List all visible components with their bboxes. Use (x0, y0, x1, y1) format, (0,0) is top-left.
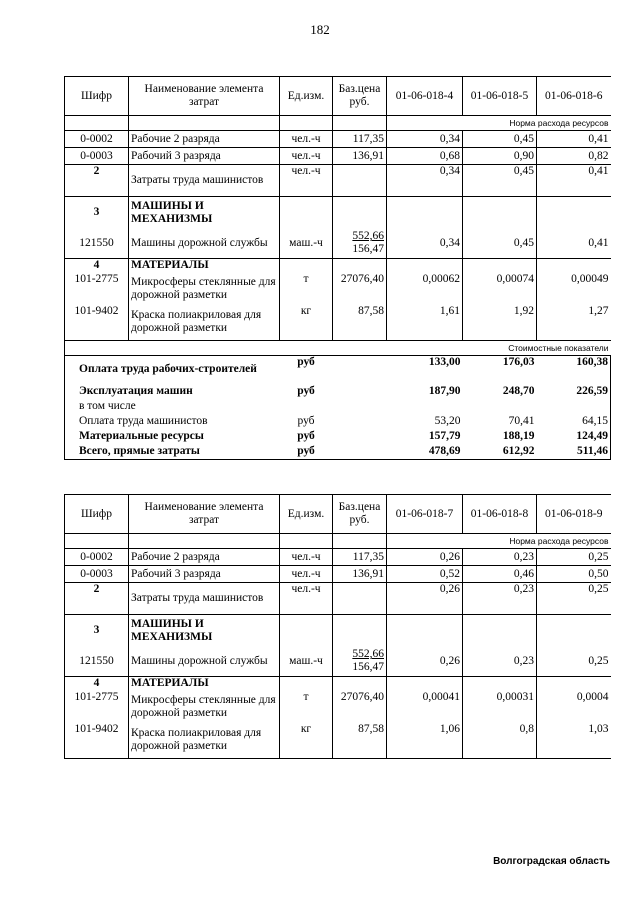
norm-caption-row (65, 534, 611, 549)
header-name: Наименование элемента затрат (129, 495, 280, 534)
row-value: 0,26 (387, 549, 463, 566)
row-price: 87,58 (333, 723, 387, 759)
table-header-row (65, 495, 611, 534)
row-price: 87,58 (333, 305, 387, 341)
row-value: 0,45 (463, 165, 537, 197)
row-value: 1,61 (387, 305, 463, 341)
row-code: 0-0002 (65, 549, 129, 566)
row-unit: кг (280, 305, 333, 341)
row-code: 101-2775 (65, 273, 129, 305)
cost-name: Материальные ресурсы (65, 429, 280, 444)
row-unit: маш.-ч (280, 647, 333, 677)
header-col-2: 01-06-018-8 (463, 495, 537, 534)
row-value: 0,45 (463, 131, 537, 148)
row-value: 0,41 (537, 165, 611, 197)
row-value: 0,26 (387, 583, 463, 615)
row-value: 0,00041 (387, 691, 463, 723)
row-unit: т (280, 691, 333, 723)
header-col-3: 01-06-018-9 (537, 495, 611, 534)
table-row (65, 305, 611, 341)
row-price: 117,35 (333, 131, 387, 148)
row-name: Рабочие 2 разряда (129, 131, 280, 148)
row-price: 27076,40 (333, 273, 387, 305)
cost-row (65, 444, 611, 460)
category-title: МАТЕРИАЛЫ (129, 677, 280, 691)
row-name: Рабочие 2 разряда (129, 549, 280, 566)
table-row (65, 583, 611, 615)
category-row (65, 197, 611, 229)
cost-row (65, 429, 611, 444)
price-bottom: 156,47 (352, 661, 384, 674)
category-row (65, 259, 611, 273)
header-col-3: 01-06-018-6 (537, 77, 611, 116)
cost-name: в том числе (65, 399, 280, 414)
row-code: 0-0003 (65, 566, 129, 583)
row-name: Затраты труда машинистов (129, 583, 280, 615)
cost-name: Оплата труда рабочих-строителей (65, 356, 280, 384)
cost-value: 188,19 (502, 429, 535, 442)
row-value: 0,25 (537, 647, 611, 677)
row-unit: чел.-ч (280, 165, 333, 197)
row-value: 0,26 (387, 647, 463, 677)
norm-caption: Норма расхода ресурсов (387, 534, 611, 549)
cost-unit: руб (297, 444, 315, 457)
row-name: Микросферы стеклянные для дорожной разметки (129, 273, 280, 305)
row-value: 1,03 (588, 722, 609, 735)
header-col-1: 01-06-018-7 (387, 495, 463, 534)
row-value: 1,27 (588, 304, 609, 317)
cost-value: 176,03 (502, 356, 535, 368)
row-value: 0,34 (387, 131, 463, 148)
row-value: 0,00049 (571, 272, 609, 285)
cost-row (65, 384, 611, 399)
page-number: 182 (310, 22, 330, 37)
category-title: МАШИНЫ И МЕХАНИЗМЫ (129, 615, 280, 647)
row-value: 0,25 (537, 549, 611, 566)
category-row (65, 677, 611, 691)
row-name: Затраты труда машинистов (129, 165, 280, 197)
row-value: 0,23 (463, 549, 537, 566)
cost-unit: руб (297, 356, 315, 368)
row-code: 3 (65, 615, 129, 647)
row-name: Краска полиакриловая для дорожной разметки (129, 723, 280, 759)
row-price (333, 647, 387, 677)
cost-value: 612,92 (502, 444, 535, 457)
row-code: 101-9402 (65, 305, 129, 341)
row-unit: чел.-ч (280, 549, 333, 566)
table-row (65, 549, 611, 566)
table-row (65, 566, 611, 583)
price-top: 552,66 (352, 230, 384, 243)
table-row (65, 647, 611, 677)
row-unit: т (280, 273, 333, 305)
header-code: Шифр (65, 77, 129, 116)
row-unit: маш.-ч (280, 229, 333, 259)
row-value: 0,8 (463, 723, 537, 759)
row-code: 121550 (65, 647, 129, 677)
cost-unit: руб (297, 414, 315, 427)
cost-caption-row (65, 341, 611, 356)
cost-value: 70,41 (508, 414, 535, 427)
row-value: 0,82 (537, 148, 611, 165)
footer-region: Волгоградская область (493, 856, 610, 867)
row-value: 0,45 (463, 229, 537, 259)
row-code: 2 (65, 583, 129, 615)
cost-value: 64,15 (537, 414, 611, 429)
cost-value: 157,79 (428, 429, 461, 442)
cost-name: Эксплуатация машин (65, 384, 280, 399)
row-price: 27076,40 (333, 691, 387, 723)
row-code: 4 (65, 259, 129, 273)
cost-value: 187,90 (428, 384, 461, 397)
row-value: 0,25 (537, 583, 611, 615)
cost-unit: руб (297, 384, 315, 397)
header-col-1: 01-06-018-4 (387, 77, 463, 116)
row-unit: кг (280, 723, 333, 759)
row-value: 0,34 (387, 229, 463, 259)
row-price: 136,91 (333, 566, 387, 583)
row-price: 117,35 (333, 549, 387, 566)
category-title: МАШИНЫ И МЕХАНИЗМЫ (129, 197, 280, 229)
row-name: Микросферы стеклянные для дорожной разметки (129, 691, 280, 723)
price-bottom: 156,47 (352, 243, 384, 256)
row-value: 0,23 (463, 647, 537, 677)
table-row (65, 723, 611, 759)
row-code: 2 (65, 165, 129, 197)
resource-table-2 (64, 494, 611, 759)
row-name: Машины дорожной службы (129, 647, 280, 677)
cost-name: Всего, прямые затраты (65, 444, 280, 460)
resource-table-1 (64, 76, 611, 460)
row-value: 0,90 (463, 148, 537, 165)
header-price: Баз.цена руб. (333, 495, 387, 534)
row-value: 0,46 (463, 566, 537, 583)
header-unit: Ед.изм. (280, 495, 333, 534)
row-unit: чел.-ч (280, 583, 333, 615)
row-name: Рабочий 3 разряда (129, 148, 280, 165)
category-title: МАТЕРИАЛЫ (129, 259, 280, 273)
row-name: Рабочий 3 разряда (129, 566, 280, 583)
cost-value: 133,00 (428, 356, 461, 368)
row-code: 3 (65, 197, 129, 229)
row-value: 1,06 (387, 723, 463, 759)
table-row (65, 131, 611, 148)
row-code: 101-2775 (65, 691, 129, 723)
cost-value: 511,46 (537, 444, 611, 460)
header-price: Баз.цена руб. (333, 77, 387, 116)
cost-value: 124,49 (537, 429, 611, 444)
table-row (65, 229, 611, 259)
cost-row (65, 356, 611, 384)
row-value: 0,41 (537, 131, 611, 148)
header-unit: Ед.изм. (280, 77, 333, 116)
cost-value: 248,70 (502, 384, 535, 397)
table-row (65, 165, 611, 197)
cost-unit: руб (297, 429, 315, 442)
price-top: 552,66 (352, 648, 384, 661)
row-value: 0,00062 (387, 273, 463, 305)
cost-value: 53,20 (434, 414, 461, 427)
norm-caption-row (65, 116, 611, 131)
table-header-row (65, 77, 611, 116)
row-unit: чел.-ч (280, 566, 333, 583)
cost-value: 226,59 (537, 384, 611, 399)
row-value: 0,00074 (463, 273, 537, 305)
row-value: 0,68 (387, 148, 463, 165)
row-unit: чел.-ч (280, 148, 333, 165)
row-value: 0,23 (463, 583, 537, 615)
row-code: 121550 (65, 229, 129, 259)
row-value: 0,50 (537, 566, 611, 583)
row-code: 101-9402 (65, 723, 129, 759)
cost-value: 478,69 (428, 444, 461, 457)
row-name: Машины дорожной службы (129, 229, 280, 259)
row-price (333, 229, 387, 259)
cost-row (65, 399, 611, 414)
cost-name: Оплата труда машинистов (65, 414, 280, 429)
table-row (65, 691, 611, 723)
row-price: 136,91 (333, 148, 387, 165)
row-value: 0,34 (387, 165, 463, 197)
row-name: Краска полиакриловая для дорожной разметки (129, 305, 280, 341)
cost-caption: Стоимостные показатели (387, 341, 611, 356)
row-code: 4 (65, 677, 129, 691)
row-value: 0,0004 (576, 690, 609, 703)
category-row (65, 615, 611, 647)
cost-row (65, 414, 611, 429)
row-value: 0,41 (537, 229, 611, 259)
row-value: 0,52 (387, 566, 463, 583)
row-value: 1,92 (463, 305, 537, 341)
row-code: 0-0002 (65, 131, 129, 148)
cost-value: 160,38 (537, 356, 611, 384)
header-col-2: 01-06-018-5 (463, 77, 537, 116)
table-row (65, 148, 611, 165)
header-code: Шифр (65, 495, 129, 534)
norm-caption: Норма расхода ресурсов (387, 116, 611, 131)
row-unit: чел.-ч (280, 131, 333, 148)
table-row (65, 273, 611, 305)
row-value: 0,00031 (463, 691, 537, 723)
header-name: Наименование элемента затрат (129, 77, 280, 116)
row-code: 0-0003 (65, 148, 129, 165)
